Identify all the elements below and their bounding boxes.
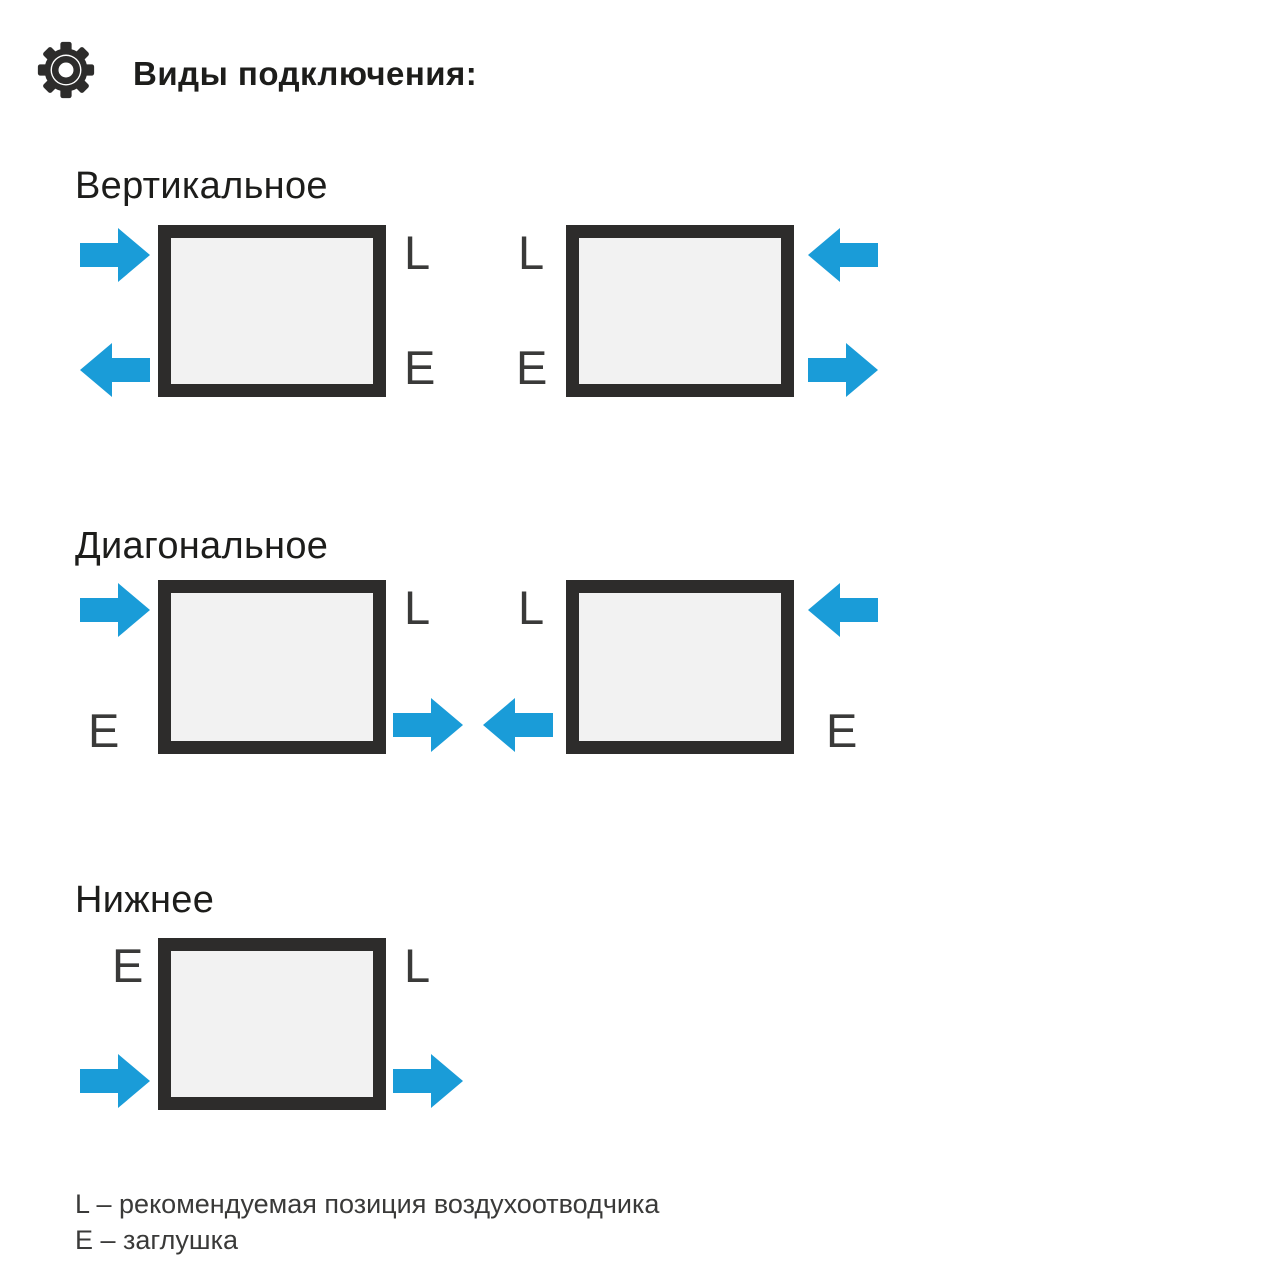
plug-label: E	[88, 704, 120, 757]
legend-plug-line: E – заглушка	[75, 1225, 239, 1255]
plug-label: E	[826, 704, 858, 757]
section-title-bottom: Нижнее	[75, 879, 215, 921]
vent-label: L	[518, 226, 545, 279]
vent-label: L	[518, 581, 545, 634]
vent-label: L	[404, 226, 431, 279]
section-title-vertical: Вертикальное	[75, 165, 328, 207]
section-title-diagonal: Диагональное	[75, 525, 329, 567]
page-title: Виды подключения:	[133, 55, 478, 92]
vent-label: L	[404, 581, 431, 634]
legend-vent-line: L – рекомендуемая позиция воздухоотводчика	[75, 1189, 660, 1219]
vent-label: L	[404, 939, 431, 992]
plug-label: E	[516, 341, 548, 394]
plug-label: E	[404, 341, 436, 394]
plug-label: E	[112, 939, 144, 992]
